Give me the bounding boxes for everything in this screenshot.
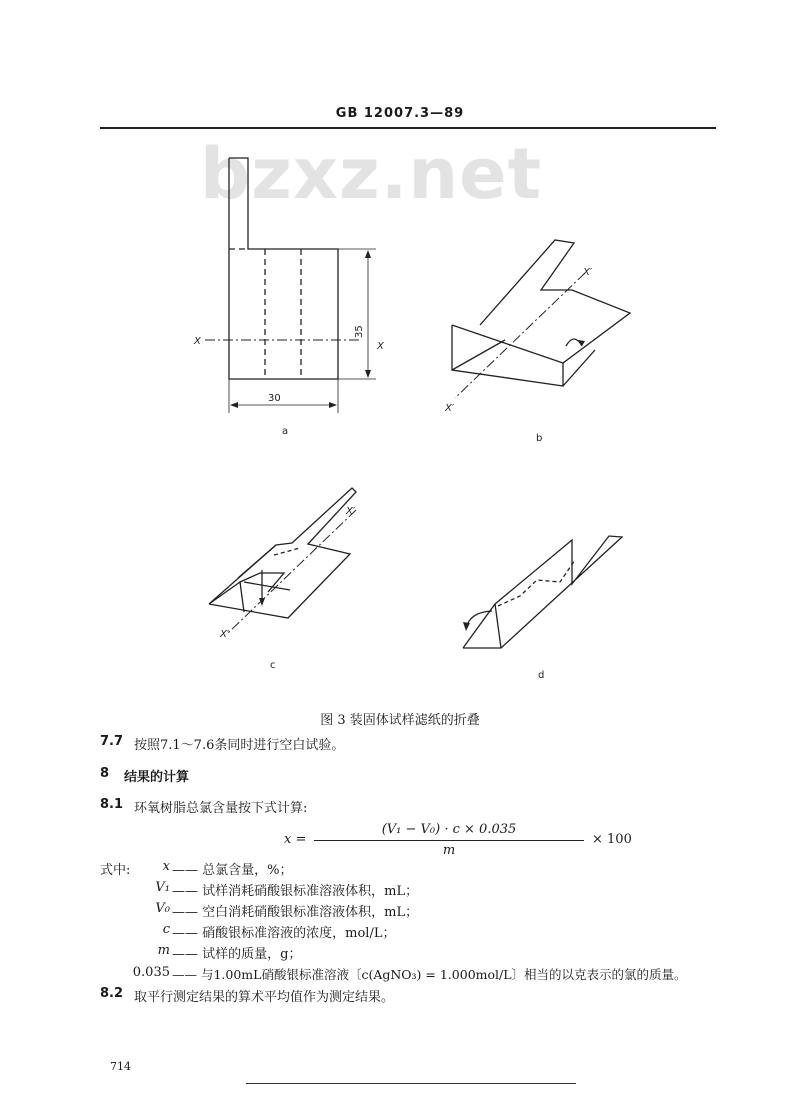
- axis-label-x-left: X: [194, 336, 201, 347]
- section-8-number: 8: [100, 766, 110, 781]
- def-symbol: V₀: [155, 901, 170, 916]
- def-symbol: c: [162, 922, 170, 937]
- fraction-bar: [314, 840, 584, 841]
- panel-d-sketch: [463, 536, 622, 648]
- def-symbol: x: [162, 859, 170, 874]
- clause-8-1-number: 8.1: [100, 797, 124, 812]
- panel-b-sketch: [452, 240, 630, 398]
- def-symbol: 0.035: [132, 965, 170, 980]
- panel-label-d: d: [538, 670, 545, 681]
- clause-7-7-text: 按照7.1～7.6条同时进行空白试验。: [134, 738, 345, 753]
- def-text: —— 总氯含量，%；: [172, 863, 293, 878]
- panel-label-a: a: [282, 426, 289, 437]
- axis-label-x-right: X: [377, 341, 384, 352]
- def-text: —— 试样消耗硝酸银标准溶液体积，mL；: [172, 884, 419, 899]
- panel-a-outline: [229, 158, 338, 379]
- clause-8-2-text: 取平行测定结果的算术平均值作为测定结果。: [134, 990, 395, 1005]
- panel-label-b: b: [536, 433, 543, 444]
- axis-label-c-bottom: X′: [220, 629, 230, 640]
- formula-fraction: [314, 822, 584, 858]
- formula-numerator: (V₁ − V₀) · c × 0.035: [381, 822, 517, 837]
- clause-8-2-number: 8.2: [100, 986, 124, 1001]
- def-text: —— 与1.00mL硝酸银标准溶液〔c(AgNO₃) = 1.000mol/L〕相当的以克表示的氯的质量。: [172, 967, 687, 982]
- axis-label-b-bottom: X′: [445, 403, 455, 414]
- where-label: 式中:: [100, 863, 131, 878]
- def-text: —— 硝酸银标准溶液的浓度，mol/L；: [172, 926, 396, 941]
- formula-tail: × 100: [592, 832, 632, 847]
- page-number: 714: [110, 1060, 131, 1073]
- page-header: GB 12007.3—89: [335, 106, 465, 121]
- clause-8-1-text: 环氧树脂总氯含量按下式计算:: [134, 801, 308, 816]
- figure-caption: 图 3 装固体试样滤纸的折叠: [320, 713, 480, 728]
- axis-label-c-top: X′: [346, 506, 356, 517]
- clause-7-7-number: 7.7: [100, 734, 124, 749]
- section-8-title: 结果的计算: [124, 770, 190, 785]
- panel-label-c: c: [270, 660, 276, 671]
- def-symbol: V₁: [155, 880, 170, 895]
- dimension-width: 30: [268, 393, 281, 404]
- watermark: bzxz.net: [200, 133, 543, 215]
- footer-rule: [246, 1083, 576, 1084]
- def-symbol: m: [157, 943, 170, 958]
- panel-c-sketch: [209, 488, 356, 633]
- formula-lhs: x =: [284, 832, 307, 847]
- def-text: —— 空白消耗硝酸银标准溶液体积，mL；: [172, 905, 419, 920]
- formula: [284, 822, 704, 862]
- formula-denominator: m: [442, 843, 456, 858]
- def-text: —— 试样的质量，g；: [172, 947, 302, 962]
- axis-label-b-top: X′: [583, 267, 593, 278]
- dimension-height: 35: [354, 325, 365, 338]
